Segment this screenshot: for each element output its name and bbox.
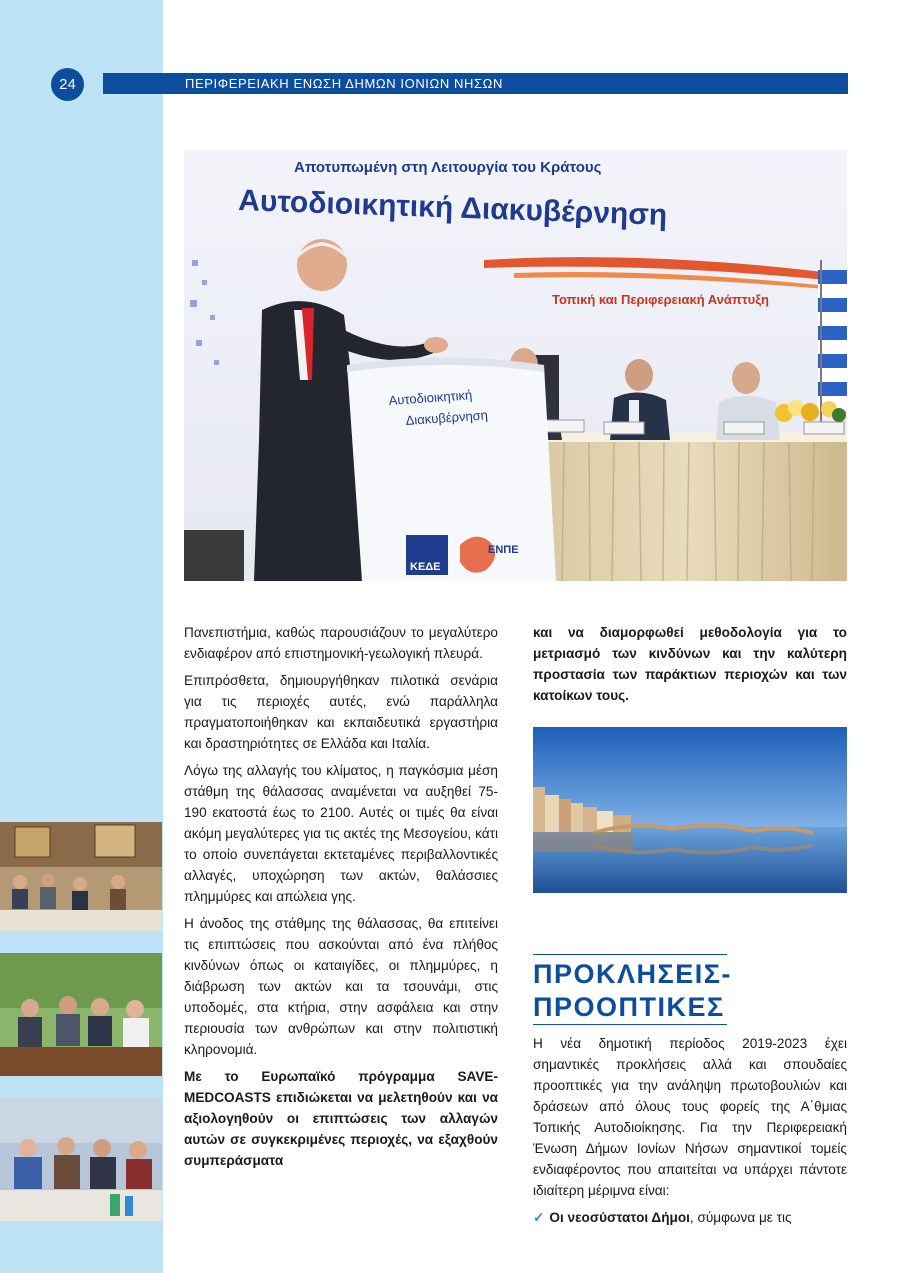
paragraph: Πανεπιστήμια, καθώς παρουσιάζουν το μεγαλύτερο ενδιαφέρον από επιστημονική-γεωλογική πλευρά. bbox=[184, 625, 498, 661]
banner-subtitle: Τοπική και Περιφερειακή Ανάπτυξη bbox=[552, 292, 769, 307]
bullet-bold: Οι νεοσύστατοι Δήμοι bbox=[549, 1210, 690, 1225]
page-number: 24 bbox=[51, 68, 84, 101]
heading-rule-top bbox=[533, 954, 727, 955]
right-text-column-bottom bbox=[533, 1033, 847, 1228]
sidebar-photo-meeting-1 bbox=[0, 822, 162, 931]
bullet-rest: , σύμφωνα με τις bbox=[689, 1210, 792, 1225]
right-text-column-top bbox=[533, 622, 847, 712]
heading-line-1: ΠΡΟΚΛΗΣΕΙΣ- bbox=[533, 959, 732, 989]
kede-logo-text: ΚΕΔΕ bbox=[410, 561, 441, 573]
paragraph: Η άνοδος της στάθμης της θάλασσας, θα επιτείνει τις επιπτώσεις που ασκούνται από ένα πλήθος κινδύνων όπως οι καταιγίδες, οι πλημμύρες, η διάβρωση των ακτών και τα τσουνάμι, στις υποδομές, στα κτήρια, στην ασφάλεια και στην περιουσία των ανθρώπων και στην πολιτιστική κληρονομιά. bbox=[184, 916, 498, 1057]
banner-top-text: Αποτυπωμένη στη Λειτουργία του Κράτους bbox=[294, 159, 602, 176]
podium-text-line1: Αυτοδιοικητική bbox=[388, 387, 473, 408]
heading-rule-bottom bbox=[533, 1024, 727, 1025]
checkmark-icon: ✓ bbox=[533, 1210, 545, 1225]
header-title: ΠΕΡΙΦΕΡΕΙΑΚΗ ΕΝΩΣΗ ΔΗΜΩΝ ΙΟΝΙΩΝ ΝΗΣΩΝ bbox=[103, 73, 848, 94]
conference-photo bbox=[184, 150, 847, 581]
bullet-text bbox=[549, 1207, 791, 1228]
section-heading bbox=[533, 958, 732, 1024]
left-text-column bbox=[184, 622, 498, 1177]
sidebar-photo-meeting-2 bbox=[0, 953, 162, 1076]
coastal-bridge-photo bbox=[533, 727, 847, 893]
bullet-item bbox=[533, 1207, 847, 1228]
paragraph: Λόγω της αλλαγής του κλίματος, η παγκόσμια μέση στάθμη της θάλασσας αναμένεται να αυξηθεί 75-190 εκατοστά έως το 2100. Αυτές οι τιμές θα είναι ακόμη μεγαλύτερες για τις ακτές της Μεσογείου, κάτι το οποίο συνεπάγεται εκτεταμένες περιβαλλοντικές αλλαγές, υποχώρηση των ακτών, θαλάσσιες πλημμύρες και απώλεια γης. bbox=[184, 763, 498, 904]
heading-line-2: ΠΡΟΟΠΤΙΚΕΣ bbox=[533, 992, 725, 1022]
paragraph-bold: Με το Ευρωπαϊκό πρόγραμμα SAVE-MEDCOASTS επιδιώκεται να μελετηθούν και να αξιολογηθούν οι επιπτώσεις των αλλαγών αυτών σε συγκεκριμένες περιοχές, να εξαχθούν συμπεράσματα bbox=[184, 1069, 498, 1168]
paragraph: Η νέα δημοτική περίοδος 2019-2023 έχει σημαντικές προκλήσεις αλλά και σπουδαίες προοπτικές για την ανάληψη πρωτοβουλιών και δράσεων από όλους τους φορείς της Α΄θμιας Τοπικής Αυτοδιοίκησης. Για την Περιφερειακή Ένωση Δήμων Ιονίων Νήσων σημαντικοί τομείς ενδιαφέροντος που απαιτείται να υπάρχει πάντοτε ιδιαίτερη μέριμνα είναι: bbox=[533, 1036, 847, 1198]
podium-text-line2: Διακυβέρνηση bbox=[405, 407, 489, 428]
paragraph: Επιπρόσθετα, δημιουργήθηκαν πιλοτικά σενάρια για τις περιοχές αυτές, ενώ παράλληλα πραγματοποιήθηκαν και εκπαιδευτικά εργαστήρια και δραστηριότητες σε Ελλάδα και Ιταλία. bbox=[184, 673, 498, 751]
left-sidebar-band bbox=[0, 0, 163, 1273]
banner-title: Αυτοδιοικητική Διακυβέρνηση bbox=[237, 184, 668, 232]
enpe-logo-text: ΕΝΠΕ bbox=[488, 544, 519, 556]
sidebar-photo-meeting-3 bbox=[0, 1098, 162, 1221]
paragraph-bold: και να διαμορφωθεί μεθοδολογία για το μετριασμό των κινδύνων και την καλύτερη προστασία των παράκτιων περιοχών και των κατοίκων τους. bbox=[533, 625, 847, 703]
